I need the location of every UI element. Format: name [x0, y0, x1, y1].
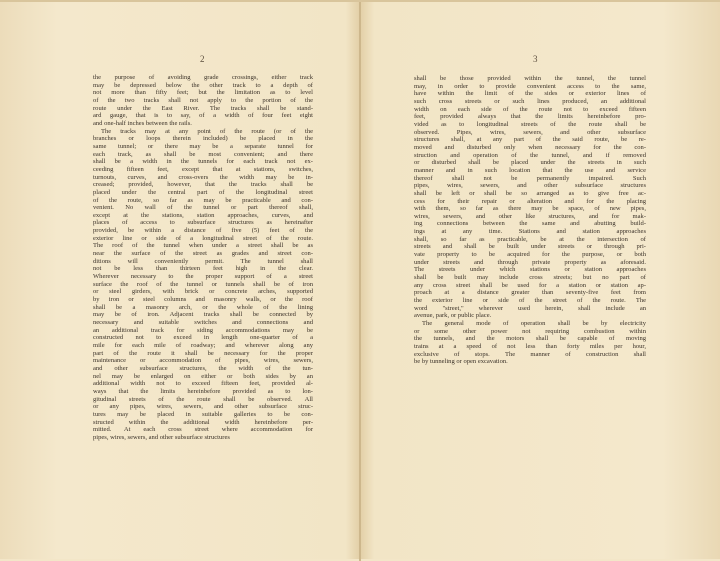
text-line: be by tunneling or open excavation. [414, 358, 508, 366]
text-line: moved and disturbed only when necessary for the con- [414, 143, 646, 151]
text-line: or any pipes, wires, sewers, and other subsurface struc- [93, 403, 313, 411]
text-line: The streets under which stations or station approaches [414, 266, 646, 274]
text-line: tures may be placed in suitable galleries to be con- [93, 410, 313, 418]
text-line: shall be built may include cross streets; but no part of [414, 274, 646, 282]
text-line: shall be a width in the tunnels for each track not ex- [93, 158, 313, 166]
text-line: constructed not to exceed in length one-quarter of a [93, 334, 313, 342]
text-line: surface the roof of the tunnel or tunnels shall be of iron [93, 280, 313, 288]
text-line: vided as to longitudinal streets of the route shall be [414, 120, 646, 128]
text-line: ard gauge, that is to say, of a width of four feet eight [93, 112, 313, 120]
text-line: manner and in such location that the use and service [414, 166, 646, 174]
text-line: avenue, park, or public place. [414, 312, 492, 320]
text-line: structed within the additional width hereinbefore per- [93, 418, 313, 426]
text-line: the exterior line or side of the street of the route. The [414, 297, 646, 305]
text-line: creased; provided, however, that the tracks shall be [93, 181, 313, 189]
text-line: word "street," wherever used herein, shall include an [414, 304, 646, 312]
text-line: of the two tracks shall not apply to the portion of the [93, 96, 313, 104]
text-line: wires, sewers, and other like structures, and for mak- [414, 212, 646, 220]
text-line: the tunnels, and the motors shall be capable of moving [414, 335, 646, 343]
text-line: branches or loops therein included) be placed in the [93, 135, 313, 143]
text-line: route under the East River. The tracks shall be stand- [93, 104, 313, 112]
text-line: with them, so far as there may be space, of new pipes, [414, 205, 646, 213]
left-page-text [93, 74, 313, 442]
text-line: or disturbed shall be placed under the streets in such [414, 159, 646, 167]
text-line: feet, provided always that the limits hereinbefore pro- [414, 113, 646, 121]
text-line: an additional track for siding accommodations may be [93, 326, 313, 334]
text-line: width on each side of the route not to exceed fifteen [414, 105, 646, 113]
text-line: structures shall, at any part of the said route, be re- [414, 136, 646, 144]
text-line: ways that the limits hereinbefore provided as to lon- [93, 387, 313, 395]
text-line: pipes, wires, sewers, and other subsurface structures [414, 182, 646, 190]
text-line: may be of iron. Adjacent tracks shall be connected by [93, 311, 313, 319]
text-line: of the route, so far as may be practicable and con- [93, 196, 313, 204]
text-line: thereof shall not be permanently impaired. Such [414, 174, 646, 182]
text-line: The roof of the tunnel when under a street shall be as [93, 242, 313, 250]
text-line: mile for each mile of roadway; and wherever along any [93, 341, 313, 349]
text-line: struction and operation of the tunnel, and if removed [414, 151, 646, 159]
text-line: shall, so far as practicable, be at the intersection of [414, 235, 646, 243]
text-line: additional width not to exceed fifteen feet, provided al- [93, 380, 313, 388]
text-line: Wherever necessary to the proper support of a street [93, 273, 313, 281]
text-line: and one-half inches between the rails. [93, 119, 192, 127]
text-line: ditions will conveniently permit. The tunnel shall [93, 257, 313, 265]
text-line: observed. Pipes, wires, sewers, and other subsurface [414, 128, 646, 136]
text-line: gitudinal streets of the route shall be observed. All [93, 395, 313, 403]
text-line: the purpose of avoiding grade crossings, either track [93, 74, 313, 81]
text-line: The general mode of operation shall be by electricity [422, 320, 646, 327]
text-line: may be depressed below the other track to a depth of [93, 81, 313, 89]
text-line: placed under the central part of the longitudinal street [93, 188, 313, 196]
page-number-left: 2 [200, 54, 205, 64]
text-line: necessary and suitable switches and connections and [93, 319, 313, 326]
text-line: part of the route it shall be necessary for the proper [93, 349, 313, 357]
text-line: trains at a speed of not less than forty miles per hour, [414, 342, 646, 350]
text-line: any cross street shall be used for a station or station ap- [414, 281, 646, 289]
text-line: shall be left or shall be so arranged as to give free ac- [414, 189, 646, 197]
text-line: venient. No wall of the tunnel or part thereof shall, [93, 204, 313, 212]
text-line: or some other power not requiring combustion within [414, 327, 646, 335]
text-line: may, in order to provide convenient access to the same, [414, 82, 646, 90]
text-line: not more than fifty feet; but the limitation as to level [93, 89, 313, 97]
text-line: have within the limit of the sides or exterior lines of [414, 90, 646, 98]
text-line: pipes, wires, sewers, and other subsurface structures [93, 433, 230, 441]
text-line: ings at any time. Stations and station approaches [414, 228, 646, 236]
text-line: streets and shall be built under streets or through pri- [414, 243, 646, 251]
text-line: places of access to subsurface structures as hereinafter [93, 219, 313, 227]
text-line: such cross streets or such lines produced, an additional [414, 97, 646, 105]
text-line: same tunnel; or there may be a separate tunnel for [93, 142, 313, 150]
text-line: provided, be within a distance of five (5) feet of the [93, 227, 313, 235]
text-line: proach at a distance greater than seventy-five feet from [414, 289, 646, 297]
text-line: near the surface of the street as grades and street con- [93, 250, 313, 258]
left-page [0, 2, 359, 561]
text-line: each track, as shall be most convenient; and there [93, 150, 313, 158]
page-number-right: 3 [533, 54, 538, 64]
text-line: except at the stations, station approaches, curves, and [93, 211, 313, 219]
text-line: exterior line or side of a longitudinal street of the route. [93, 234, 313, 242]
text-line: exclusive of stops. The manner of construction shall [414, 350, 646, 358]
right-page [361, 2, 720, 561]
text-line: under streets and through private property as aforesaid. [414, 258, 646, 266]
text-line: ceeding fifteen feet, except that at stations, switches, [93, 165, 313, 173]
text-line: maintenance or accommodation of pipes, wires, sewers, [93, 357, 313, 365]
text-line: not be less than thirteen feet high in the clear. [93, 265, 313, 273]
text-line: and other subsurface structures, the width of the tun- [93, 364, 313, 372]
text-line: cess for their repair or alteration and for the placing [414, 197, 646, 205]
text-line: turnouts, curves, and cross-overs the width may be in- [93, 173, 313, 181]
text-line: shall be a masonry arch, or the whole of the lining [93, 303, 313, 311]
text-line: vate property to be acquired for the purpose, or both [414, 251, 646, 259]
text-line: ing connections between the same and abutting build- [414, 220, 646, 228]
text-line: mitted. At each cross street where accommodation for [93, 426, 313, 434]
text-line: by iron or steel columns and masonry walls, or the roof [93, 296, 313, 304]
text-line: or steel girders, with brick or concrete arches, supported [93, 288, 313, 296]
text-line: shall be those provided within the tunnel, the tunnel [414, 75, 646, 82]
text-line: nel may be enlarged on either or both sides by an [93, 372, 313, 380]
text-line: The tracks may at any point of the route (or of the [101, 127, 313, 135]
right-page-text [414, 75, 646, 366]
